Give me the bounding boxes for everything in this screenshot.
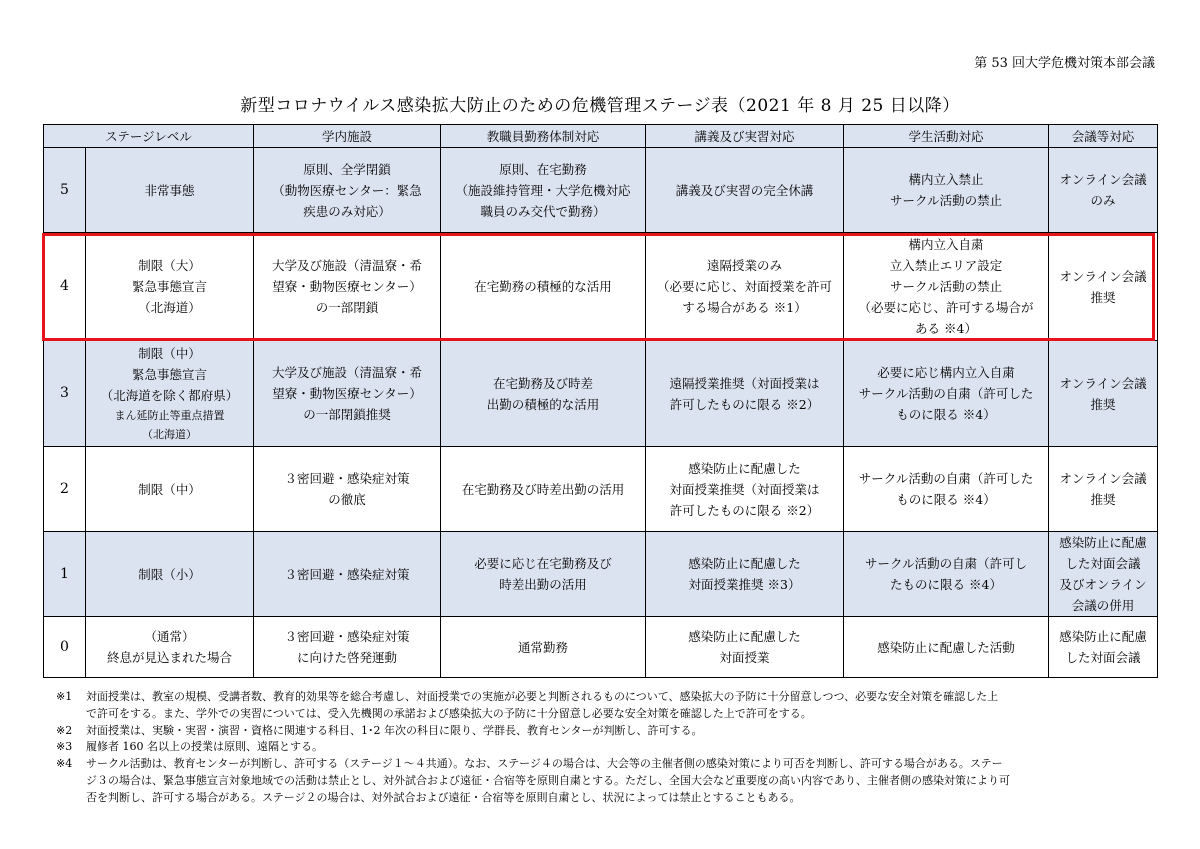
header-student: 学生活動対応 <box>844 125 1049 148</box>
header-staff: 教職員勤務体制対応 <box>441 125 646 148</box>
meeting-cell: 感染防止に配慮 した対面会議 及びオンライン 会議の併用 <box>1049 532 1158 617</box>
table-row-stage-5 <box>44 148 1158 233</box>
stage-level: 4 <box>44 233 86 341</box>
header-facility: 学内施設 <box>254 125 441 148</box>
facility-cell: ３密回避・感染症対策 の徹底 <box>254 447 441 532</box>
facility-cell: 原則、全学閉鎖 （動物医療センター：緊急 疾患のみ対応） <box>254 148 441 233</box>
table-row-stage-4 <box>44 233 1158 341</box>
lecture-cell: 遠隔授業のみ （必要に応じ、対面授業を許可 する場合がある ※1） <box>646 233 844 341</box>
stage-name: 制限（大） 緊急事態宣言 （北海道） <box>86 233 254 341</box>
footnote: ※4 サークル活動は、教育センターが判断し、許可する（ステージ１～４共通）。なお、ステージ４の場合は、大会等の主催者側の感染対策により可否を判断し、許可する場合がある。ステー ジ３の場合は、緊急事態宣言対象地域での活動は禁止とし、対外試合および遠征・合宿等を原則自粛とする。ただし、全国大会など重要度の高い内容であり、主催者側の感染対策により可 否を判断し、許可する場合がある。ステージ２の場合は、対外試合および遠征・合宿等を原則自粛とし、状況によっては禁止とすることもある。 <box>56 757 1010 804</box>
stage-name: 制限（中） <box>86 447 254 532</box>
stage-name: （通常） 終息が見込まれた場合 <box>86 617 254 678</box>
stage-table <box>43 124 1158 678</box>
meeting-cell: 感染防止に配慮 した対面会議 <box>1049 617 1158 678</box>
stage-level: 1 <box>44 532 86 617</box>
facility-cell: ３密回避・感染症対策 に向けた啓発運動 <box>254 617 441 678</box>
lecture-cell: 遠隔授業推奨（対面授業は 許可したものに限る ※2） <box>646 341 844 447</box>
lecture-cell: 講義及び実習の完全休講 <box>646 148 844 233</box>
meeting-cell: オンライン会議 推奨 <box>1049 447 1158 532</box>
stage-level: 0 <box>44 617 86 678</box>
stage-name: 非常事態 <box>86 148 254 233</box>
header-stage-level: ステージレベル <box>44 125 254 148</box>
facility-cell: 大学及び施設（清温寮・希 望寮・動物医療センター） の一部閉鎖 <box>254 233 441 341</box>
staff-cell: 通常勤務 <box>441 617 646 678</box>
table-row-stage-3 <box>44 341 1158 447</box>
table-row-stage-0 <box>44 617 1158 678</box>
stage-name: 制限（中） 緊急事態宣言 （北海道を除く都府県） まん延防止等重点措置 （北海道） <box>86 341 254 447</box>
staff-cell: 在宅勤務及び時差 出勤の積極的な活用 <box>441 341 646 447</box>
footnotes <box>56 689 1166 807</box>
lecture-cell: 感染防止に配慮した 対面授業推奨（対面授業は 許可したものに限る ※2） <box>646 447 844 532</box>
header-lecture: 講義及び実習対応 <box>646 125 844 148</box>
staff-cell: 在宅勤務の積極的な活用 <box>441 233 646 341</box>
student-cell: サークル活動の自粛（許可し たものに限る ※4） <box>844 532 1049 617</box>
stage-name: 制限（小） <box>86 532 254 617</box>
meeting-label: 第 53 回大学危機対策本部会議 <box>974 56 1155 71</box>
student-cell: 構内立入自粛 立入禁止エリア設定 サークル活動の禁止 （必要に応じ、許可する場合が ある ※4） <box>844 233 1049 341</box>
footnote: ※3 履修者 160 名以上の授業は原則、遠隔とする。 <box>56 740 323 754</box>
student-cell: 感染防止に配慮した活動 <box>844 617 1049 678</box>
student-cell: サークル活動の自粛（許可した ものに限る ※4） <box>844 447 1049 532</box>
staff-cell: 在宅勤務及び時差出勤の活用 <box>441 447 646 532</box>
footnote: ※2 対面授業は、実験・実習・演習・資格に関連する科目、1･2 年次の科目に限り、学群長、教育センターが判断し、許可する。 <box>56 723 703 737</box>
stage-level: 5 <box>44 148 86 233</box>
staff-cell: 必要に応じ在宅勤務及び 時差出勤の活用 <box>441 532 646 617</box>
meeting-cell: オンライン会議 のみ <box>1049 148 1158 233</box>
table-row-stage-1 <box>44 532 1158 617</box>
facility-cell: ３密回避・感染症対策 <box>254 532 441 617</box>
staff-cell: 原則、在宅勤務 （施設維持管理・大学危機対応 職員のみ交代で勤務） <box>441 148 646 233</box>
stage-level: 3 <box>44 341 86 447</box>
student-cell: 必要に応じ構内立入自粛 サークル活動の自粛（許可した ものに限る ※4） <box>844 341 1049 447</box>
meeting-cell: オンライン会議 推奨 <box>1049 341 1158 447</box>
header-meeting: 会議等対応 <box>1049 125 1158 148</box>
stage-level: 2 <box>44 447 86 532</box>
page-title: 新型コロナウイルス感染拡大防止のための危機管理ステージ表（2021 年 8 月 25 日以降） <box>240 96 960 116</box>
footnote: ※1 対面授業は、教室の規模、受講者数、教育的効果等を総合考慮し、対面授業での実施が必要と判断されるものについて、感染拡大の予防に十分留意しつつ、必要な安全対策を確認した上 で許可をする。また、学外での実習については、受入先機関の承諾および感染拡大の予防に十分留意し必要な安全対策を確認した上で許可をする。 <box>56 690 999 720</box>
lecture-cell: 感染防止に配慮した 対面授業推奨 ※3） <box>646 532 844 617</box>
facility-cell: 大学及び施設（清温寮・希 望寮・動物医療センター） の一部閉鎖推奨 <box>254 341 441 447</box>
table-row-stage-2 <box>44 447 1158 532</box>
student-cell: 構内立入禁止 サークル活動の禁止 <box>844 148 1049 233</box>
table-header-row <box>44 125 1158 148</box>
lecture-cell: 感染防止に配慮した 対面授業 <box>646 617 844 678</box>
meeting-cell: オンライン会議 推奨 <box>1049 233 1158 341</box>
